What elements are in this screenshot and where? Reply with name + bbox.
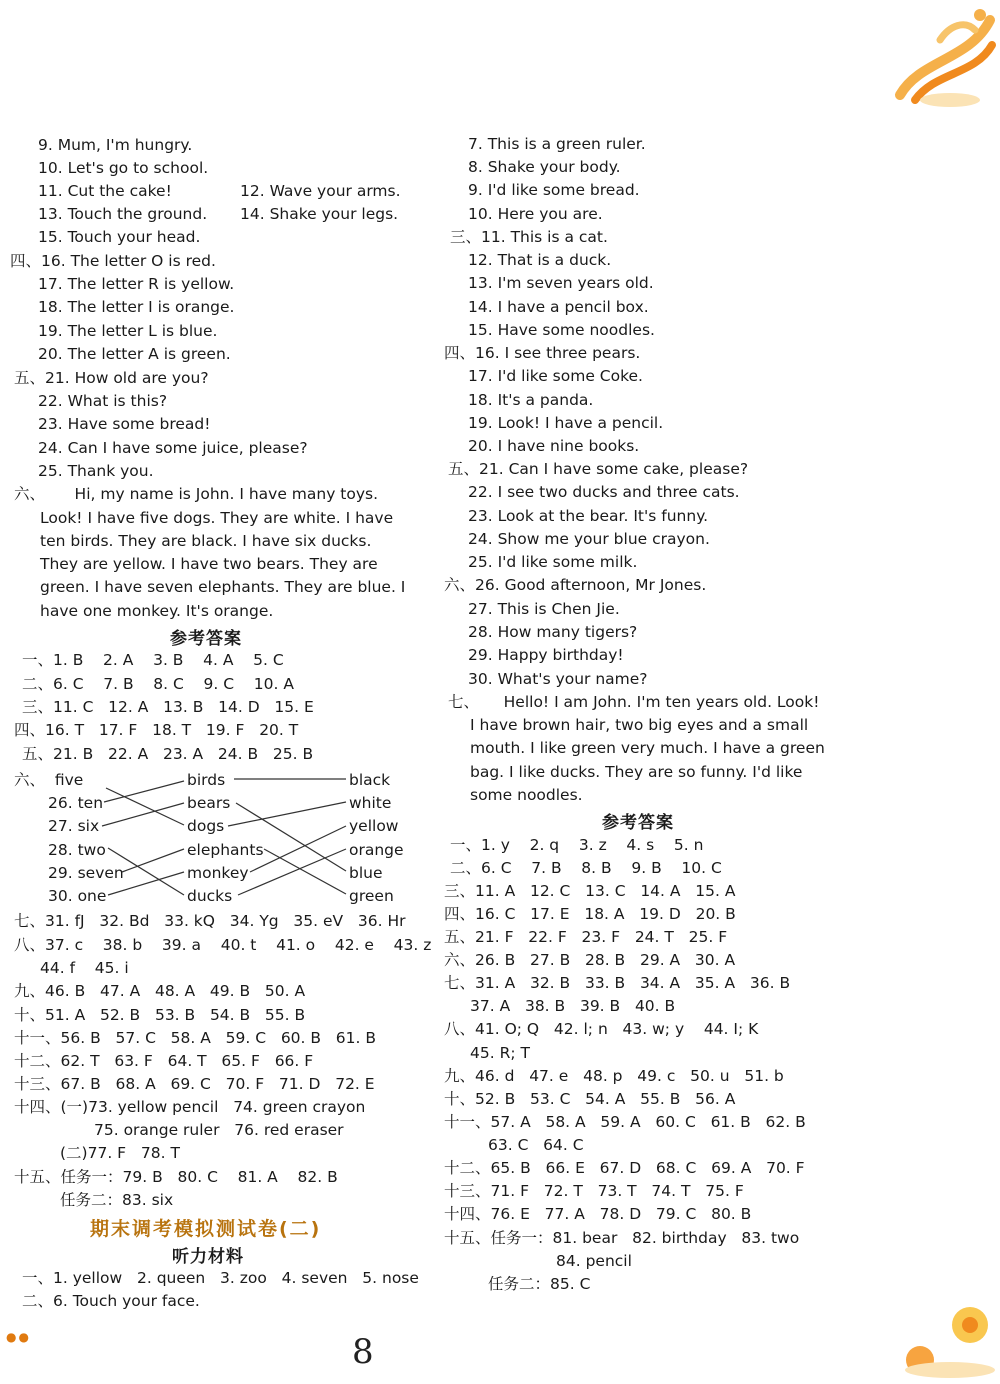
- match-number-line: 28. two: [48, 841, 106, 859]
- left-text-line: 20. The letter A is green.: [38, 345, 231, 363]
- match-number-line: 26. ten: [48, 794, 104, 812]
- right-text-line: some noodles.: [470, 786, 583, 804]
- right-text-line: 十五、任务一：81. bear 82. birthday 83. two: [444, 1229, 800, 1247]
- answers-title-left: 参考答案: [170, 629, 242, 649]
- right-text-line: 25. I'd like some milk.: [468, 553, 638, 571]
- left-text-line: 十、51. A 52. B 53. B 54. B 55. B: [14, 1006, 306, 1024]
- left-text-line: 9. Mum, I'm hungry.: [38, 136, 193, 154]
- right-text-line: 23. Look at the bear. It's funny.: [468, 507, 709, 525]
- right-text-line: 10. Here you are.: [468, 205, 603, 223]
- left-text-line: 四、16. T 17. F 18. T 19. F 20. T: [14, 721, 299, 739]
- match-color-line: white: [349, 794, 392, 812]
- left-text-line: (二)77. F 78. T: [60, 1144, 180, 1162]
- match-animal-line: monkey: [187, 864, 249, 882]
- right-text-line: 9. I'd like some bread.: [468, 181, 640, 199]
- right-text-line: I have brown hair, two big eyes and a small: [470, 716, 809, 734]
- right-text-line: 8. Shake your body.: [468, 158, 621, 176]
- right-text-line: 十一、57. A 58. A 59. A 60. C 61. B 62. B: [444, 1113, 806, 1131]
- left-text-line: 十五、任务一：79. B 80. C 81. A 82. B: [14, 1168, 338, 1186]
- left-text-line: 五、21. How old are you?: [14, 369, 209, 387]
- right-text-line: 13. I'm seven years old.: [468, 274, 654, 292]
- left-text-line: 十一、56. B 57. C 58. A 59. C 60. B 61. B: [14, 1029, 377, 1047]
- left-text-line: 75. orange ruler 76. red eraser: [94, 1121, 344, 1139]
- right-text-line: 30. What's your name?: [468, 670, 648, 688]
- right-text-line: 八、41. O; Q 42. l; n 43. w; y 44. I; K: [444, 1020, 759, 1038]
- right-text-line: mouth. I like green very much. I have a green: [470, 739, 825, 757]
- right-text-line: 17. I'd like some Coke.: [468, 367, 643, 385]
- listening-title: 听力材料: [172, 1247, 244, 1267]
- right-text-line: 六、26. Good afternoon, Mr Jones.: [444, 576, 707, 594]
- right-text-line: 63. C 64. C: [488, 1136, 584, 1154]
- left-text-line: 七、31. fJ 32. Bd 33. kQ 34. Yg 35. eV 36. Hr: [14, 912, 406, 930]
- right-text-line: 22. I see two ducks and three cats.: [468, 483, 740, 501]
- right-text-line: 24. Show me your blue crayon.: [468, 530, 710, 548]
- match-number-line: 六、 five: [14, 771, 84, 789]
- right-text-line: 七、 Hello! I am John. I'm ten years old. Look!: [448, 693, 820, 711]
- decorative-dots-icon: ●●: [6, 1330, 31, 1344]
- right-text-line: 12. That is a duck.: [468, 251, 612, 269]
- right-text-line: 18. It's a panda.: [468, 391, 594, 409]
- right-text-line: 84. pencil: [556, 1252, 632, 1270]
- right-text-line: 20. I have nine books.: [468, 437, 640, 455]
- right-text-line: 45. R; T: [470, 1044, 530, 1062]
- left-text-line: Look! I have five dogs. They are white. I have: [40, 509, 394, 527]
- left-text-line: 十四、(一)73. yellow pencil 74. green crayon: [14, 1098, 366, 1116]
- left-text-line: have one monkey. It's orange.: [40, 602, 274, 620]
- left-text-line: 六、 Hi, my name is John. I have many toys.: [14, 485, 379, 503]
- match-animal-line: ducks: [187, 887, 233, 905]
- left-text-line: 18. The letter I is orange.: [38, 298, 235, 316]
- right-text-line: 任务二：85. C: [488, 1275, 591, 1293]
- right-text-line: 二、6. C 7. B 8. B 9. B 10. C: [450, 859, 722, 877]
- left-text-line: 15. Touch your head.: [38, 228, 201, 246]
- match-number-line: 27. six: [48, 817, 100, 835]
- match-animal-line: elephants: [187, 841, 264, 859]
- left-text-line: 10. Let's go to school.: [38, 159, 209, 177]
- left-text-line: 十三、67. B 68. A 69. C 70. F 71. D 72. E: [14, 1075, 375, 1093]
- left-text-line: 11. Cut the cake!: [38, 182, 172, 200]
- right-text-line: 五、21. F 22. F 23. F 24. T 25. F: [444, 928, 728, 946]
- match-number-line: 30. one: [48, 887, 107, 905]
- right-text-line: 十四、76. E 77. A 78. D 79. C 80. B: [444, 1205, 752, 1223]
- left-text-line: 九、46. B 47. A 48. A 49. B 50. A: [14, 982, 306, 1000]
- right-text-line: 四、16. I see three pears.: [444, 344, 641, 362]
- right-text-line: 14. I have a pencil box.: [468, 298, 649, 316]
- match-animal-line: dogs: [187, 817, 225, 835]
- answers-title-right: 参考答案: [602, 813, 674, 833]
- left-text-line: 四、16. The letter O is red.: [10, 252, 216, 270]
- right-text-line: 28. How many tigers?: [468, 623, 638, 641]
- right-text-line: 15. Have some noodles.: [468, 321, 655, 339]
- right-text-line: 27. This is Chen Jie.: [468, 600, 620, 618]
- right-text-line: 19. Look! I have a pencil.: [468, 414, 664, 432]
- left-text-line: 任务二：83. six: [60, 1191, 174, 1209]
- left-text-line: 25. Thank you.: [38, 462, 154, 480]
- left-text-line: 12. Wave your arms.: [240, 182, 401, 200]
- left-text-line: 五、21. B 22. A 23. A 24. B 25. B: [22, 745, 314, 763]
- left-text-line: green. I have seven elephants. They are blue. I: [40, 578, 406, 596]
- exam-title: 期末调考模拟测试卷(二): [90, 1218, 322, 1240]
- left-text-line: 22. What is this?: [38, 392, 168, 410]
- left-text-line: 14. Shake your legs.: [240, 205, 399, 223]
- left-text-line: 13. Touch the ground.: [38, 205, 208, 223]
- left-text-line: 17. The letter R is yellow.: [38, 275, 235, 293]
- match-color-line: black: [349, 771, 391, 789]
- right-text-line: 十三、71. F 72. T 73. T 74. T 75. F: [444, 1182, 744, 1200]
- right-text-line: 六、26. B 27. B 28. B 29. A 30. A: [444, 951, 736, 969]
- corner-flower-icon: [880, 1290, 998, 1380]
- match-color-line: yellow: [349, 817, 399, 835]
- left-text-line: 44. f 45. i: [40, 959, 129, 977]
- right-text-line: 三、11. A 12. C 13. C 14. A 15. A: [444, 882, 736, 900]
- left-text-line: 二、6. Touch your face.: [22, 1292, 200, 1310]
- right-text-line: 7. This is a green ruler.: [468, 135, 646, 153]
- right-text-line: 七、31. A 32. B 33. B 34. A 35. A 36. B: [444, 974, 791, 992]
- left-text-line: 24. Can I have some juice, please?: [38, 439, 308, 457]
- right-text-line: 一、1. y 2. q 3. z 4. s 5. n: [450, 836, 704, 854]
- right-text-line: 十、52. B 53. C 54. A 55. B 56. A: [444, 1090, 736, 1108]
- left-text-line: They are yellow. I have two bears. They are: [40, 555, 378, 573]
- right-text-line: 37. A 38. B 39. B 40. B: [470, 997, 676, 1015]
- left-text-line: 三、11. C 12. A 13. B 14. D 15. E: [22, 698, 314, 716]
- left-text-line: ten birds. They are black. I have six ducks.: [40, 532, 372, 550]
- right-text-line: 三、11. This is a cat.: [450, 228, 608, 246]
- match-color-line: blue: [349, 864, 383, 882]
- page-number: 8: [352, 1332, 374, 1372]
- left-text-line: 十二、62. T 63. F 64. T 65. F 66. F: [14, 1052, 314, 1070]
- left-text-line: 19. The letter L is blue.: [38, 322, 218, 340]
- left-text-line: 一、1. yellow 2. queen 3. zoo 4. seven 5. nose: [22, 1269, 419, 1287]
- left-text-line: 八、37. c 38. b 39. a 40. t 41. o 42. e 43. z: [14, 936, 432, 954]
- right-text-line: bag. I like ducks. They are so funny. I'd like: [470, 763, 803, 781]
- left-text-line: 二、6. C 7. B 8. C 9. C 10. A: [22, 675, 294, 693]
- match-color-line: green: [349, 887, 394, 905]
- match-color-line: orange: [349, 841, 404, 859]
- right-text-line: 九、46. d 47. e 48. p 49. c 50. u 51. b: [444, 1067, 784, 1085]
- match-animal-line: bears: [187, 794, 231, 812]
- right-text-line: 四、16. C 17. E 18. A 19. D 20. B: [444, 905, 736, 923]
- match-number-line: 29. seven: [48, 864, 124, 882]
- right-text-line: 十二、65. B 66. E 67. D 68. C 69. A 70. F: [444, 1159, 805, 1177]
- right-text-line: 五、21. Can I have some cake, please?: [448, 460, 749, 478]
- left-text-line: 23. Have some bread!: [38, 415, 211, 433]
- match-animal-line: birds: [187, 771, 226, 789]
- right-text-line: 29. Happy birthday!: [468, 646, 624, 664]
- left-text-line: 一、1. B 2. A 3. B 4. A 5. C: [22, 651, 284, 669]
